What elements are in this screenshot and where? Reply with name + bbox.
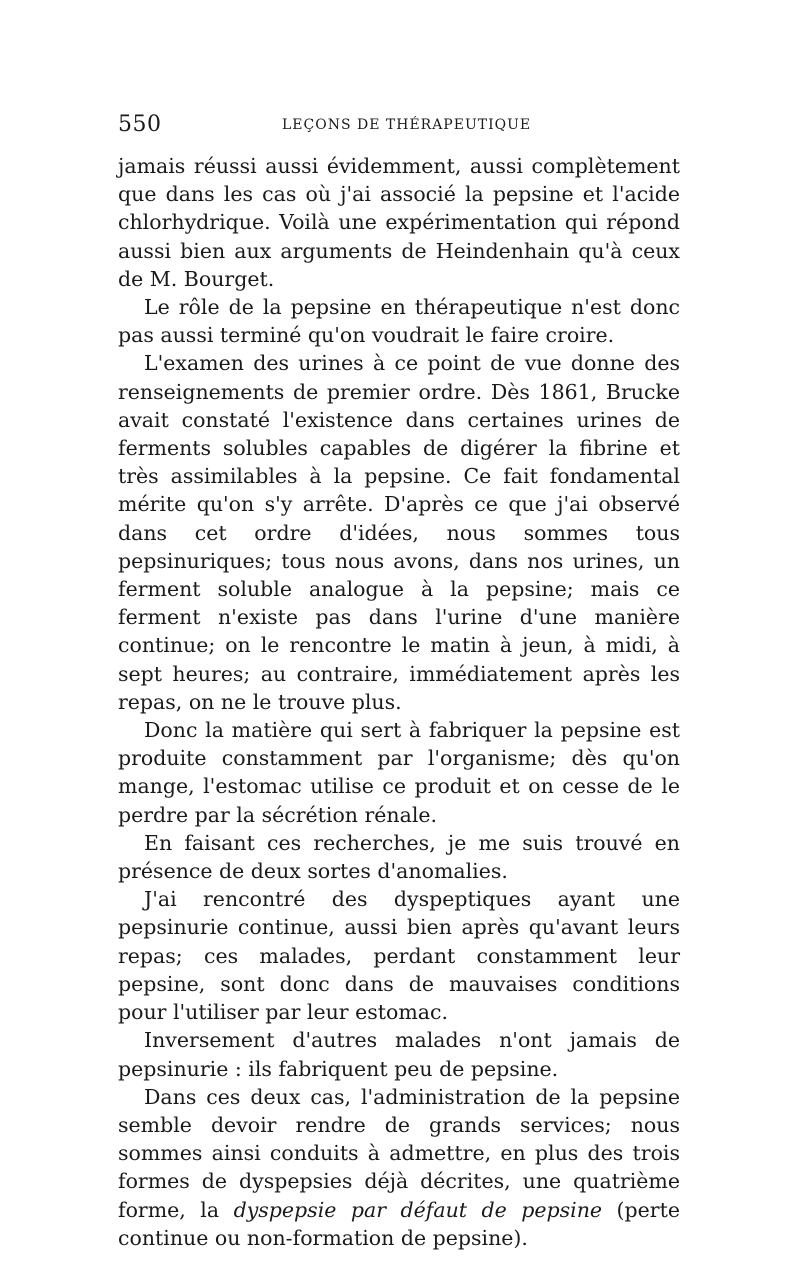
page-number: 550 — [118, 112, 162, 137]
paragraph-6: J'ai rencontré des dyspeptiques ayant une pepsinurie continue, aussi bien après qu'avant leurs repas; ces malades, perdant constamment leur pepsine, sont donc dans de mauvaises conditions pour l'utiliser par leur estomac. — [118, 887, 680, 1025]
paragraph-8 — [118, 1083, 680, 1252]
paragraph-3: L'examen des urines à ce point de vue donne des renseignements de premier ordre. Dès 1861, Brucke avait constaté l'existence dans certaines urines de ferments solubles capables de digérer la fibrine et très assimilables à la pepsine. Ce fait fondamental mérite qu'on s'y arrête. D'après ce que j'ai observé dans cet ordre d'idées, nous sommes tous pepsinuriques; tous nous avons, dans nos urines, un ferment soluble analogue à la pepsine; mais ce ferment n'existe pas dans l'urine d'une manière continue; on le rencontre le matin à jeun, à midi, à sept heures; au contraire, immédiatement après les repas, on ne le trouve plus. — [118, 351, 680, 714]
paragraph-5: En faisant ces recherches, je me suis trouvé en présence de deux sortes d'anomalies. — [118, 830, 680, 884]
body-text — [118, 152, 680, 1252]
paragraph-1: jamais réussi aussi évidemment, aussi complètement que dans les cas où j'ai associé la pepsine et l'acide chlorhydrique. Voilà une expérimentation qui répond aussi bien aux arguments de Heindenhain qu'à ceux de M. Bourget. — [118, 154, 680, 291]
running-title: LEÇONS DE THÉRAPEUTIQUE — [282, 117, 532, 133]
paragraph-8-text-after: (perte continue ou non-formation de pepsine). — [118, 1197, 680, 1250]
paragraph-4: Donc la matière qui sert à fabriquer la pepsine est produite constamment par l'organisme; dès qu'on mange, l'estomac utilise ce produit et on cesse de le perdre par la sécrétion rénale. — [118, 718, 680, 827]
running-head — [118, 112, 680, 142]
paragraph-2: Le rôle de la pepsine en thérapeutique n'est donc pas aussi terminé qu'on voudrait le faire croire. — [118, 295, 680, 348]
paragraph-8-text-before: Dans ces deux cas, l'administration de la pepsine semble devoir rendre de grands services; nous sommes ainsi conduits à admettre, en plus des trois formes de dyspepsies déjà décrites, une quatrième forme, la — [118, 1084, 680, 1222]
paragraph-8-italic-term: dyspepsie par défaut de pepsine — [233, 1197, 603, 1222]
book-page — [118, 112, 680, 1252]
paragraph-7: Inversement d'autres malades n'ont jamais de pepsinurie : ils fabriquent peu de pepsine. — [118, 1028, 680, 1081]
